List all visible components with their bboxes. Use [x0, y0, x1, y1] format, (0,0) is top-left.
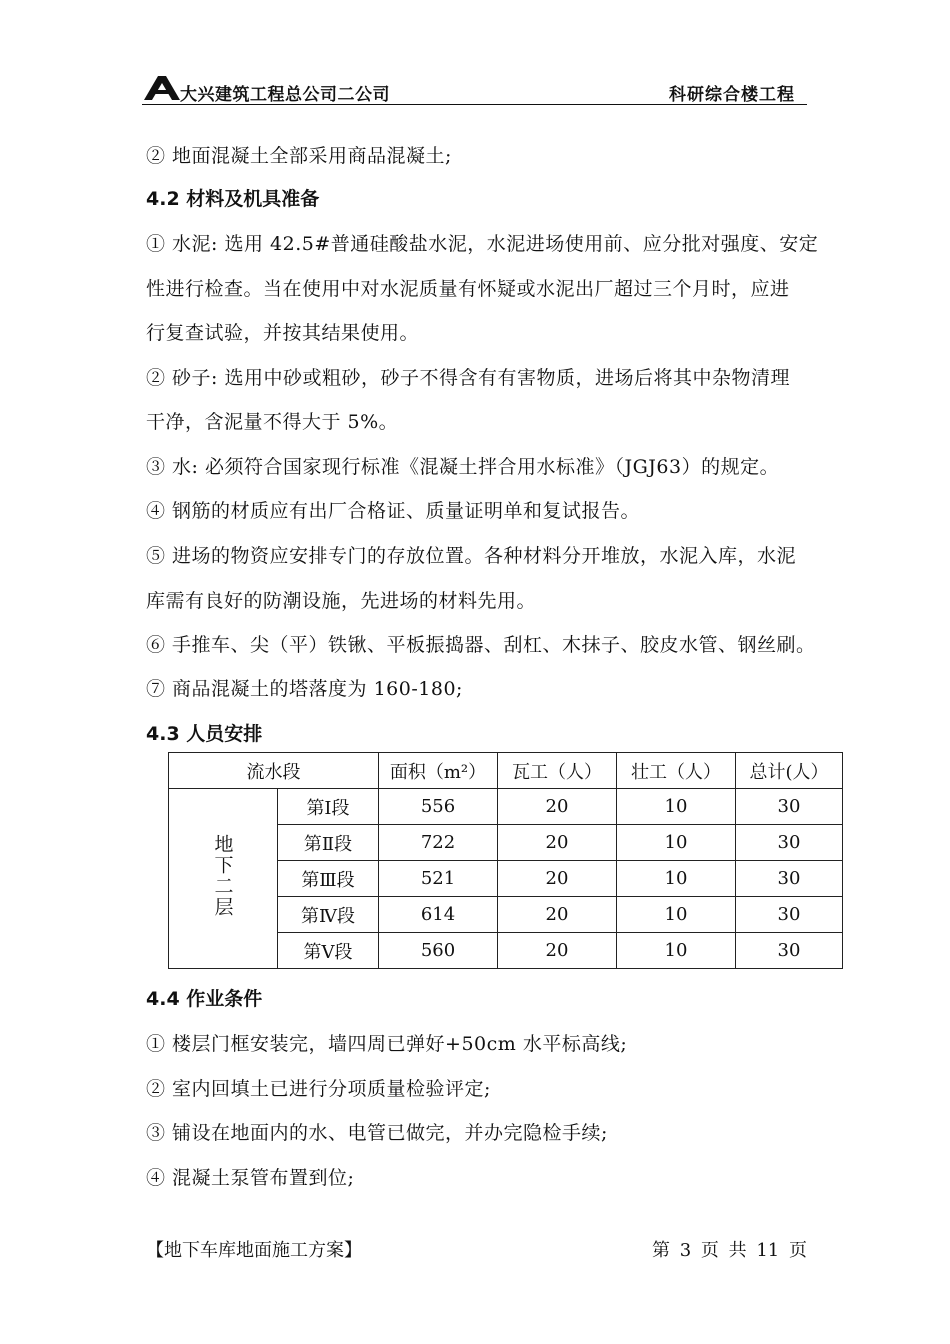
- paragraph-line: ② 砂子: 选用中砂或粗砂，砂子不得含有有害物质，进场后将其中杂物清理: [146, 367, 790, 389]
- laborer-cell: 10: [617, 789, 736, 825]
- segment-cell: 第Ⅰ段: [278, 789, 379, 825]
- mason-cell: 20: [498, 933, 617, 969]
- paragraph-line: ① 楼层门框安装完，墙四周已弹好+50cm 水平标高线;: [146, 1033, 628, 1055]
- segment-cell: 第Ⅴ段: [278, 933, 379, 969]
- paragraph-line: 干净，含泥量不得大于 5%。: [146, 411, 399, 433]
- paragraph-line: 性进行检查。当在使用中对水泥质量有怀疑或水泥出厂超过三个月时，应进: [146, 278, 790, 300]
- area-cell: 722: [379, 825, 498, 861]
- group-label-cell: [169, 789, 278, 969]
- laborer-cell: 10: [617, 861, 736, 897]
- paragraph-line: ② 地面混凝土全部采用商品混凝土;: [146, 145, 452, 167]
- total-cell: 30: [736, 861, 843, 897]
- paragraph-line: ③ 水: 必须符合国家现行标准《混凝土拌合用水标准》（JGJ63）的规定。: [146, 456, 780, 478]
- company-logo-icon: [144, 74, 180, 102]
- paragraph-line: ④ 钢筋的材质应有出厂合格证、质量证明单和复试报告。: [146, 500, 641, 522]
- header-cell-segment: 流水段: [169, 753, 379, 789]
- laborer-cell: 10: [617, 933, 736, 969]
- mason-cell: 20: [498, 861, 617, 897]
- mason-cell: 20: [498, 897, 617, 933]
- segment-cell: 第Ⅲ段: [278, 861, 379, 897]
- total-cell: 30: [736, 825, 843, 861]
- header-cell-total: 总计(人）: [736, 753, 843, 789]
- section-heading-4-4: 4.4 作业条件: [146, 988, 263, 1010]
- paragraph-line: ③ 铺设在地面内的水、电管已做完，并办完隐检手续;: [146, 1122, 608, 1144]
- paragraph-line: ④ 混凝土泵管布置到位;: [146, 1167, 355, 1189]
- header-cell-area: 面积（m²）: [379, 753, 498, 789]
- page-header: [142, 68, 807, 105]
- footer-document-title: 【地下车库地面施工方案】: [146, 1240, 362, 1261]
- area-cell: 556: [379, 789, 498, 825]
- project-name: 科研综合楼工程: [669, 85, 795, 105]
- section-heading-4-3: 4.3 人员安排: [146, 723, 263, 745]
- paragraph-line: ① 水泥: 选用 42.5#普通硅酸盐水泥，水泥进场使用前、应分批对强度、安定: [146, 233, 819, 255]
- segment-cell: 第Ⅳ段: [278, 897, 379, 933]
- table-header-row: [169, 753, 843, 789]
- section-heading-4-2: 4.2 材料及机具准备: [146, 188, 320, 210]
- paragraph-line: ⑤ 进场的物资应安排专门的存放位置。各种材料分开堆放，水泥入库，水泥: [146, 545, 797, 567]
- total-cell: 30: [736, 933, 843, 969]
- paragraph-line: ⑥ 手推车、尖（平）铁锹、平板振捣器、刮杠、木抹子、胶皮水管、钢丝刷。: [146, 634, 816, 656]
- total-cell: 30: [736, 897, 843, 933]
- mason-cell: 20: [498, 825, 617, 861]
- header-cell-mason: 瓦工（人）: [498, 753, 617, 789]
- paragraph-line: 行复查试验，并按其结果使用。: [146, 322, 420, 344]
- mason-cell: 20: [498, 789, 617, 825]
- area-cell: 521: [379, 861, 498, 897]
- paragraph-line: ② 室内回填土已进行分项质量检验评定;: [146, 1078, 491, 1100]
- header-cell-laborer: 壮工（人）: [617, 753, 736, 789]
- company-name: 大兴建筑工程总公司二公司: [180, 85, 390, 105]
- area-cell: 614: [379, 897, 498, 933]
- area-cell: 560: [379, 933, 498, 969]
- table-row: [169, 789, 843, 825]
- segment-cell: 第Ⅱ段: [278, 825, 379, 861]
- laborer-cell: 10: [617, 825, 736, 861]
- paragraph-line: ⑦ 商品混凝土的塔落度为 160-180;: [146, 678, 463, 700]
- laborer-cell: 10: [617, 897, 736, 933]
- footer-page-number: 第 3 页 共 11 页: [652, 1240, 807, 1261]
- total-cell: 30: [736, 789, 843, 825]
- paragraph-line: 库需有良好的防潮设施，先进场的材料先用。: [146, 590, 537, 612]
- staffing-table: [168, 752, 843, 969]
- group-label: 地下二层: [211, 834, 234, 918]
